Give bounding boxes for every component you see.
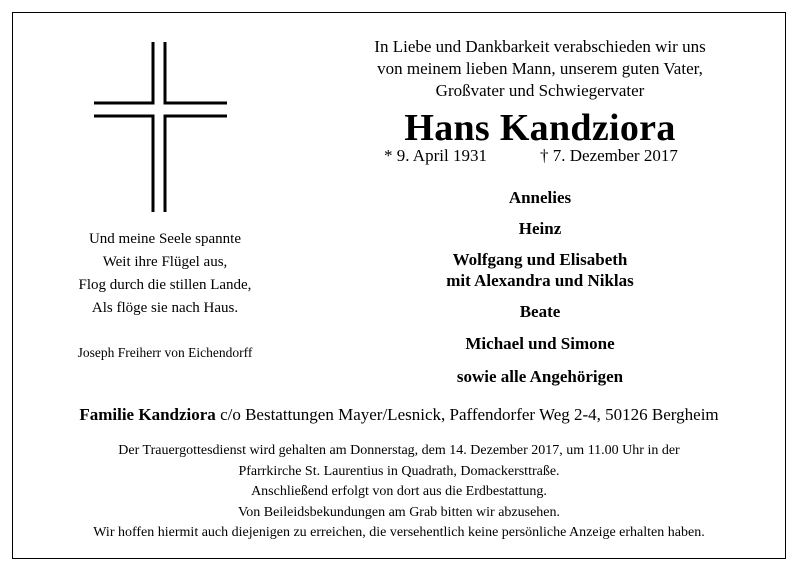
poem-line: Weit ihre Flügel aus, bbox=[102, 254, 228, 270]
poem-author: Joseph Freiherr von Eichendorff bbox=[77, 345, 253, 360]
poem bbox=[40, 228, 290, 320]
intro-line: von meinem lieben Mann, unserem guten Vater, bbox=[377, 59, 703, 78]
mourner: Michael und Simone bbox=[465, 334, 615, 353]
intro-line: In Liebe und Dankbarkeit verabschieden wir uns bbox=[374, 37, 706, 56]
mourner: mit Alexandra und Niklas bbox=[446, 271, 634, 290]
mourner: Heinz bbox=[518, 219, 562, 238]
notice-line: Pfarrkirche St. Laurentius in Quadrath, Domackersttraße. bbox=[238, 463, 560, 479]
family-address: c/o Bestattungen Mayer/Lesnick, Paffendorfer Weg 2-4, 50126 Bergheim bbox=[215, 405, 719, 424]
poem-line: Und meine Seele spannte bbox=[88, 231, 242, 247]
mourner: Annelies bbox=[508, 188, 572, 207]
notice-line: Von Beileidsbekundungen am Grab bitten wir abzusehen. bbox=[237, 504, 561, 520]
death-date: † 7. Dezember 2017 bbox=[540, 146, 678, 165]
cross-icon bbox=[90, 40, 240, 215]
mourner: Beate bbox=[519, 302, 561, 321]
funeral-notice bbox=[12, 441, 786, 544]
intro-line: Großvater und Schwiegervater bbox=[435, 81, 645, 100]
mourner: Wolfgang und Elisabeth bbox=[452, 250, 628, 269]
notice-line: Wir hoffen hiermit auch diejenigen zu erreichen, die versehentlich keine persönliche Anzeige erhalten haben. bbox=[93, 525, 705, 540]
notice-line: Der Trauergottesdienst wird gehalten am Donnerstag, dem 14. Dezember 2017, um 11.00 Uhr in der bbox=[118, 443, 680, 458]
poem-line: Als flöge sie nach Haus. bbox=[91, 300, 239, 316]
intro-text bbox=[310, 36, 770, 102]
poem-line: Flog durch die stillen Lande, bbox=[78, 277, 252, 293]
birth-date: * 9. April 1931 bbox=[384, 146, 487, 165]
mourner: sowie alle Angehörigen bbox=[456, 367, 624, 386]
deceased-name: Hans Kandziora bbox=[404, 107, 676, 149]
family-address-line bbox=[12, 404, 786, 426]
family-name: Familie Kandziora bbox=[79, 405, 216, 424]
notice-line: Anschließend erfolgt von dort aus die Erdbestattung. bbox=[251, 484, 547, 499]
